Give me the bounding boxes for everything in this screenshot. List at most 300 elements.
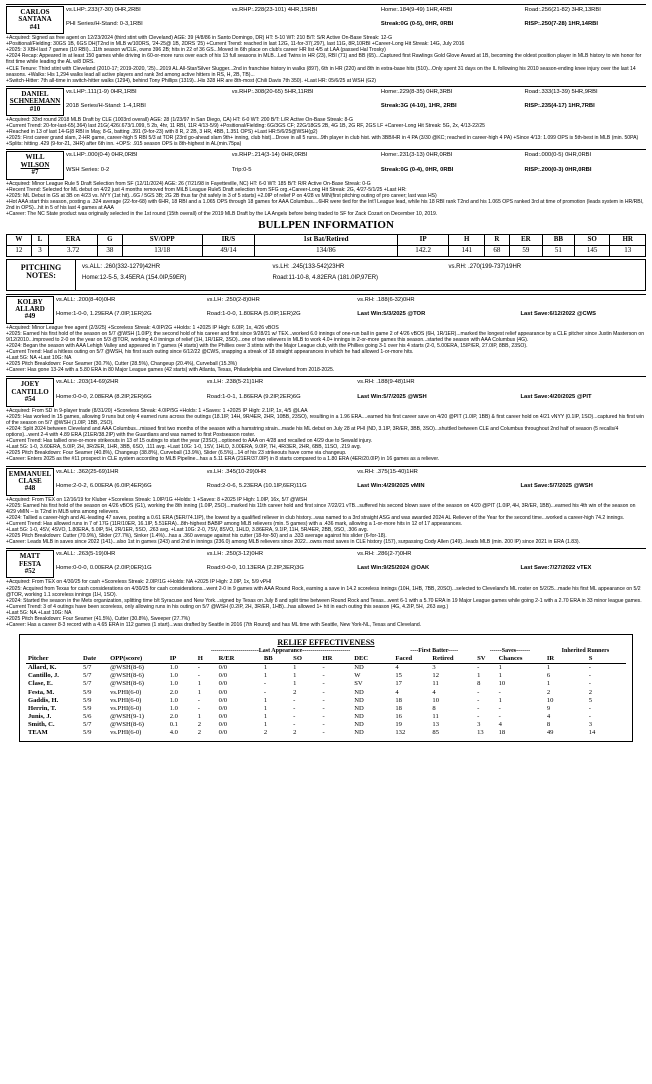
relief-cell: - [498, 688, 501, 696]
relief-cell: 2 [546, 688, 551, 696]
split-stat: vs.ALL: .200(8-40)0HR [56, 296, 116, 303]
split-stat: vs.LH: .345(10-29)0HR [206, 468, 267, 475]
player-name: WILL [25, 153, 45, 162]
split-stat: Road:.000(0-5) 0HR,0RBI [524, 152, 592, 159]
split-stat: Streak:0G (0-4), 0HR, 0RBI [380, 166, 454, 173]
split-stats [56, 295, 646, 325]
bullpen-value-cell: 59 [509, 245, 542, 256]
note-line: +CLE Tenure: Third stint with Cleveland (2010-17; 2019-2020, '25)...2019 AL All-Star/Silver Slugger...2nd in franchise history in walks (897), 6th in HR (220) and 8th in extra-base hits (510)...Only spent 31 days on the IL following his 2010 season-ending knee injury over the last 14 seasons. +Walks: His 1,294 walks lead all active players and rank 3rd among active hitters in RS, H, 2B, TB)... [6, 65, 636, 78]
relief-cell: 2.0 [169, 688, 178, 696]
split-stat: WSH Series: 0-2 [66, 166, 110, 173]
relief-cell: 1 [263, 720, 268, 728]
reliever-block [6, 548, 646, 628]
relief-cell: 4 [498, 720, 502, 728]
player-number: #10 [29, 104, 41, 113]
player-name: DANIEL [21, 89, 49, 98]
relief-cell: @WSH(9-1) [110, 712, 144, 720]
relief-cell: - [263, 688, 267, 696]
note-line: +Career: Enters 2025 as the #11 prospect in CLE system according to MLB Pipeline...has a 5.11 ERA (21ER/37.0IP) in 8 starts compared to a 1.80 ERA (4ER/20.0IP) in 16 games as a reliever. [6, 456, 440, 463]
relief-cell: - [293, 712, 296, 720]
player-name-box [6, 296, 54, 324]
split-stat: Road:2-0-6, 5.23ERA (10.1IP,6ER)11G [206, 482, 307, 489]
relief-effectiveness-box [19, 634, 633, 741]
player-notes [6, 117, 646, 148]
relief-cell: 8 [546, 720, 551, 728]
note-line: +2024: Split 2024 between Cleveland and AAA Columbus...missed first two months of the season with a hamstring strain...made his ML debut on July 28 at PHI (ND, 3.1IP, 3R/ER, 3BB, 3SO)...shuttled between CLE and Columbus throughout 2nd half of season (5 recalls/4 options)...went 2-4 with 4.89 ERA (21ER/38.2IP) with the Guardians and was named to first Postseason roster. [6, 425, 619, 438]
relief-cell: 1 [263, 672, 268, 680]
note-line: +Acquired: 33rd round 2018 MLB Draft by CLE (1003rd overall) AGE: 28 (1/23/97 in San Diego, CA) HT: 6-0 WT: 200 B/T: L/R Active On-Base Streak: 8-G [6, 116, 353, 123]
player-name: SANTANA [18, 15, 52, 24]
relief-cell: - [498, 704, 501, 712]
split-stats [56, 377, 646, 407]
note-line: +Recent Trend: Selected for ML debut on 4/22 just 4 months removed from MiLB League Rule5 Draft selection from SFG org.+Career-Long Hit Streak: 2G, 4/27-5/1/25 +Last HR: [6, 186, 407, 193]
pitching-home: Home:12-5-5, 3.45ERA (154.0IP,59ER) [82, 274, 187, 281]
player-notes [6, 181, 646, 218]
relief-cell: 0/0 [218, 704, 228, 712]
relief-cell: 2.0 [169, 712, 178, 720]
relief-cell: 0/0 [218, 728, 228, 736]
split-stat: RISP:.235(4-17) 1HR,7RBI [524, 102, 595, 109]
split-stat: vs.LHP:.000(0-4) 0HR,0RBI [66, 152, 138, 159]
split-stat: Home:0-0-0, 2.08ERA (8.2IP,2ER)6G [56, 393, 152, 400]
note-line: +2025 Pitch Breakdown: Cutter (70.9%), Slider (27.7%), Sinker (1.4%)...has a .360 average against his cutter (18-for-50) and a .333 average against his slider (6-for-18). [6, 533, 387, 540]
split-stat [520, 297, 646, 311]
player-number: #52 [24, 567, 36, 576]
relief-cell: 5 [588, 696, 592, 704]
relief-header-cell: Chances [497, 655, 545, 664]
note-line: +Last 5G: NA +Last 10G: NA [6, 355, 72, 362]
reliever-block [6, 294, 646, 374]
relief-cell: 0/0 [218, 688, 228, 696]
split-stat: Last Save:5/7/2025 @WSH [520, 482, 593, 489]
relief-cell: 2 [293, 688, 297, 696]
relief-cell: 4 [546, 712, 551, 720]
relief-cell: - [322, 728, 325, 736]
relief-cell: Junis, J. [28, 712, 52, 720]
note-line: +2024: Started the season in the Mets organization, splitting time b/t Syracuse and New York...signed by Texas on July 8 and split time between Round Rock and Texas...went 6-1 with a 5.70 ERA in 19 Major League games while going 2-1 with a 2.70 ERA in 33 minor league games. [6, 597, 642, 604]
relief-cell: 8 [477, 680, 481, 688]
relief-cell: 3 [477, 720, 481, 728]
note-line: +Current Trend: Had a hitless outing on 5/7 @WSH, his first such outing since 6/12/22 @CWS, snapping a streak of 18 straight appearances in which he had allowed 1-or-more hits. [6, 349, 414, 356]
bullpen-value-cell: 68 [485, 245, 510, 256]
relief-cell: Smith, C. [28, 720, 55, 728]
bullpen-value-cell: 141 [449, 245, 485, 256]
bullpen-header-cell: W [7, 234, 32, 245]
relief-cell: 2 [197, 720, 202, 728]
table-row [26, 680, 626, 688]
player-name: WILSON [20, 160, 50, 169]
split-stat: vs.ALL: .203(14-69)2HR [56, 379, 119, 386]
note-line: +Acquired: Minor League free agent (2/3/25) +Scoreless Streak: 4.0IP/2G +Holds: 1 +2025 IP High: 6.0IP, 1x, 4/26 vBOS [6, 324, 279, 331]
relief-header-cell: H [196, 655, 217, 664]
split-stat: Home:.231(3-13) 0HR,0RBI [380, 152, 453, 159]
split-stat: Last Save:7/27/2022 vTEX [520, 565, 592, 572]
relief-cell: - [477, 712, 480, 720]
relief-cell: - [588, 704, 591, 712]
split-stat: Last Save:6/12/2022 @CWS [520, 310, 597, 317]
relief-cell: 5/9 [83, 704, 92, 712]
note-line: +Acquired: Minor League Rule 5 Draft Selection from SF (12/11/2024) AGE: 26 (7/21/98 in Fayetteville, NC) HT: 6-0 WT: 185 B/T: R/R Active On-Base Streak: 0-G [6, 180, 371, 187]
relievers-section [6, 294, 646, 629]
relief-cell: 1 [546, 680, 551, 688]
relief-cell: - [588, 680, 591, 688]
relief-cell: Allard, K. [28, 664, 57, 672]
relief-cell: 1 [263, 712, 268, 720]
split-stat: Last Win:5/7/2025 @WSH [357, 393, 427, 400]
bullpen-value-cell: 13/18 [122, 245, 202, 256]
note-line: +2025 Pitch Breakdown: Four Seamer (30.7%), Cutter (28.5%), Changeup (20.4%), Curveball (15.3%) [6, 361, 237, 368]
relief-cell: 14 [588, 728, 596, 736]
relief-cell: 0/0 [218, 720, 228, 728]
split-stat: Home:1-0-0, 1.29ERA (7.0IP,1ER)2G [56, 310, 152, 317]
note-line: +Acquired: From TEX on 12/16/19 for Kluber +Scoreless Streak: 1.0IP/1G +Holds: 1 +Saves: 8 +2025 IP High: 1.0IP, 16x, 5/7 @WSH [6, 496, 308, 503]
note-line: +Switch-Hitter: 7th all-time in switch-hitter walks (1294), behind Tony Phillips (1319)...His 328 HR are 8th-most (Chili Davis 7th 350). +Last HR: 05/6/25 at WSH (G2) [6, 77, 376, 84]
split-stat: vs.LH: .250(3-12)0HR [206, 551, 264, 558]
bullpen-value-cell: 51 [542, 245, 574, 256]
relief-cell: 13 [477, 728, 484, 736]
relief-cell: @WSH(8-6) [110, 672, 144, 680]
relief-cell: 10 [546, 696, 554, 704]
table-row [26, 664, 626, 673]
bullpen-title: BULLPEN INFORMATION [258, 219, 394, 232]
split-stats [66, 87, 646, 117]
relief-cell: 2 [588, 688, 592, 696]
relief-cell: @WSH(8-6) [110, 680, 144, 688]
split-stat: Home:.229(8-35) 0HR,3RBI [380, 88, 453, 95]
bullpen-stats-table [6, 234, 646, 257]
relief-cell: 4 [395, 664, 399, 672]
relief-cell: 132 [395, 728, 406, 736]
player-name: SCHNEEMANN [9, 97, 61, 106]
player-name-box [6, 378, 54, 406]
note-line: +Acquired: Signed as free agent on 12/23/2024 (third stint with Cleveland) AGE: 39 (4/8/86 in Santo Domingo, DR) HT: 5-10 WT: 210 B/T: S/R Active On-Base Streak: 12-G [6, 35, 393, 42]
split-stat: Home:0-0-0, 0.00ERA (2.0IP,0ER)1G [56, 565, 152, 572]
relief-cell: 2 [197, 728, 202, 736]
relief-cell: 5/9 [83, 728, 92, 736]
split-stat [520, 551, 646, 565]
relief-cell: 0/0 [218, 696, 228, 704]
split-stat: vs.RHP:.214(3-14) 0HR,0RBI [231, 152, 308, 159]
relief-cell: 9 [546, 704, 551, 712]
split-stat: Road:0-0-0, 10.13ERA (2.2IP,3ER)3G [206, 565, 304, 572]
relief-cell: vs.PHI(6-0) [110, 696, 142, 704]
relief-cell: 1 [197, 712, 202, 720]
relief-effectiveness-table: ------------------------Last Appearance------------------------ ----First Batter----- ------Saves------- Inherited Runners Pitcher Date OPP(score) IP H R/ER BB SO HR DEC Faced Retired SV Chances IR S Allard, K. 5/7 @WSH(8-6) 1.0 - 0/0 1 1 - ND 4 3 - 1 1 - Cantillo, J. 5/7 @WSH(8-6) 1.0 - 0/0 1 1 - W 15 12 1 1 6 - Clase, E. 5/7 @WSH(8-6) 1.0 1 0/0 - 1 - SV 17 11 8 10 1 - Festa, M. 5/9 vs.PHI(6-0) 2.0 1 0/0 - 2 - ND 4 4 - - 2 2 Gaddis, H. 5/9 vs.PHI(6-0) 1.0 - 0/0 1 - - ND 18 10 - 1 10 5 Herrin, T. 5/9 vs.PHI(6-0) 1.0 - 0/0 1 - - ND 18 8 - - 9 - Junis, J. 5/6 @WSH(9-1) 2.0 1 0/0 1 - - ND 16 11 - - 4 - Smith, C. 5/7 @WSH(8-6) 0.1 2 0/0 1 - - ND 19 13 3 4 8 3 TEAM 5/9 vs.PHI(6-0) 4.0 2 0/0 2 2 - ND 132 85 13 18 49 14 [26, 648, 626, 737]
relief-cell: 1 [197, 680, 202, 688]
relief-cell: 19 [395, 720, 402, 728]
note-line: +2025: Earned his first hold of the season on 4/26 vBOS (G1), working the 8th inning (1.0IP, 2SO)...marked his 11th career hold and first since 7/22/21 vTB...suffered his second blown save of the season on 4/20 @PIT (1.0IP, 4H, 3R/ER, 1BB)...earned his 4th win of the season on 4/29 vMIN – is T2nd in MLB wins among relievers. [6, 502, 636, 515]
relief-header-cell: SO [291, 655, 320, 664]
relief-header-cell: Pitcher [26, 655, 81, 664]
relief-cell: - [322, 680, 325, 688]
bullpen-value-cell: 3 [31, 245, 49, 256]
relief-cell: - [197, 672, 200, 680]
split-stat: Road:1-0-0, 1.80ERA (5.0IP,1ER)2G [206, 310, 301, 317]
player-name-box [6, 88, 64, 116]
note-line: +Career: Has a career 8-3 record with a 4.65 ERA in 112 games (1 start)...was drafted by Seattle in 2016 (7th Round) and has ML time with Seattle, New York-NL, Texas and Cleveland. [6, 622, 422, 629]
relief-header-cell: Retired [430, 655, 475, 664]
relief-cell: 1 [197, 688, 202, 696]
player-notes [6, 35, 646, 84]
note-line: +Career: The NC State product was originally selected in the 1st round (15th overall) of the 2019 MLB Draft by the LA Angels before being traded to SF for Zack Cozart on December 10, 2019. [6, 211, 438, 218]
player-name: CLASE [18, 476, 42, 485]
split-stats [66, 150, 646, 180]
relief-cell: Herrin, T. [28, 704, 57, 712]
bullpen-header-cell: IP [397, 234, 449, 245]
bullpen-header-cell: BB [542, 234, 574, 245]
player-name-box [6, 151, 64, 179]
bullpen-header-cell: 1st Bat/Retired [255, 234, 398, 245]
note-line: +Current Trend: 20-for-last-65(.364) last 21G(.426/.673/1.099, 5 2b, 4hr, 11 RBI, 11R 4/13-5/9) +Positional/Fielding: 6G/3GS CF; 22G/18GS 2B, 4G 1B, 2G RF, 2GS LF +Career-Long Hit Streak: 5G, 2x, 4/13-22/25 [6, 123, 486, 130]
split-stat: Last Win:9/25/2024 @OAK [357, 565, 430, 572]
relief-header-cell: DEC [352, 655, 393, 664]
relief-cell: 16 [395, 712, 402, 720]
table-row [26, 689, 626, 697]
split-stat: Streak:3G (4-10), 1HR, 2RBI [380, 102, 457, 109]
reliever-block [6, 466, 646, 546]
player-notes [6, 497, 646, 546]
note-line: +2025 Pitch Breakdown: Four Seamer (41.5%), Cutter (30.8%), Sweeper (27.7%) [6, 616, 190, 623]
split-stat: vs.LH: .250(2-8)0HR [206, 296, 260, 303]
split-stat [520, 379, 646, 393]
note-line: +Career: Has gone 13-24 with a 5.80 ERA in 80 Major League games (42 starts) with Atlanta, Texas, Philadelphia and Cleveland from 2018-2025. [6, 367, 335, 374]
split-stat: vs.LH: .238(5-21)1HR [206, 379, 264, 386]
player-number: #41 [29, 22, 41, 31]
relief-header-cell: SV [475, 655, 497, 664]
relief-header-cell: IP [168, 655, 196, 664]
relief-header-cell: HR [320, 655, 352, 664]
note-line: +Last 5G: NA +Last 10G: NA [6, 609, 72, 616]
bullpen-value-cell: 145 [574, 245, 610, 256]
split-stat: RISP:.250(7-28) 1HR,14RBI [524, 21, 598, 28]
group-inherited-runners: Inherited Runners [561, 648, 610, 655]
relief-cell: - [322, 720, 325, 728]
split-stat: Home:.184(9-49) 1HR,4RBI [380, 7, 453, 13]
relief-cell: - [498, 712, 501, 720]
split-stat: vs.RH: .188(6-32)0HR [357, 296, 415, 303]
relief-cell: 0/0 [218, 664, 228, 672]
split-stat: vs.RH: .375(15-40)1HR [357, 468, 418, 475]
split-stat: vs.RH: .286(2-7)0HR [357, 551, 412, 558]
relief-cell: 1.0 [169, 672, 178, 680]
player-name-box [6, 6, 64, 34]
relief-cell: 17 [395, 680, 402, 688]
relief-cell: 0/0 [218, 680, 228, 688]
relief-cell: 3 [432, 664, 436, 672]
relief-cell: - [263, 680, 267, 688]
player-number: #7 [31, 168, 39, 177]
note-line: +2024: Tallied a career-high and AL-leading 47 saves, posting a 0.61 ERA (5ER/74.1IP), the lowest by a qualified reliever in club history...was named to a 3rd straight ASG and was awarded 2024 AL Reliever of the Year for the second time...worked a career-high 74.2 innings. [6, 514, 625, 521]
relief-cell: - [322, 672, 325, 680]
relief-cell: 1 [546, 664, 551, 672]
relief-cell: vs.PHI(6-0) [110, 688, 142, 696]
relief-cell: 18 [498, 728, 506, 736]
table-row [26, 697, 626, 705]
split-stat: Road:.256(21-82) 3HR,13RBI [524, 7, 601, 13]
relief-cell: 1 [263, 664, 268, 672]
relief-cell: 1 [498, 696, 502, 704]
relief-cell: - [588, 664, 591, 672]
relief-cell: 1 [498, 664, 502, 672]
reliever-header [6, 548, 646, 579]
note-line: +2025: Has worked in 15 games, allowing 9 runs but only 4 earned runs across the outings (18.1IP, 14H, 9R/4ER, 2HR, 10BB, 23SO), resulting in a 1.96 ERA....earned his first career save on 4/20 @PIT (1.0IP, 1BB) & first career hold on 4/21 vNYY (0.1IP, 1SO)...captured his first win of the season on 5/7 @WSH (1.0IP, 1BB, 2SO). [6, 413, 644, 426]
relief-cell: Cantillo, J. [28, 672, 59, 680]
relief-header-cell: OPP(score) [108, 655, 168, 664]
relief-cell: 2 [293, 728, 297, 736]
relief-header-cell: Date [81, 655, 108, 664]
bullpen-header-cell: L [31, 234, 49, 245]
relief-cell: 18 [395, 696, 402, 704]
relief-cell: 5/7 [83, 664, 92, 672]
player-name-box [6, 468, 54, 496]
relief-cell: - [322, 688, 325, 696]
bullpen-value-cell: 142.2 [397, 245, 449, 256]
note-line: +2025 Pitch Breakdown: Four Seamer (40.8%), Changeup (38.8%), Curveball (13.9%), Slider (6.5%)...14 of his 23 strikeouts have come via changeup. [6, 450, 347, 457]
relief-cell: 11 [432, 712, 439, 720]
relief-cell: 3 [588, 720, 592, 728]
relief-cell: 0.1 [169, 720, 178, 728]
relief-cell: 5/7 [83, 672, 92, 680]
bullpen-header-cell: ER [509, 234, 542, 245]
split-stat [232, 21, 381, 35]
starter-block [6, 86, 646, 148]
relief-cell: @WSH(8-6) [110, 664, 144, 672]
player-name-box [6, 550, 54, 578]
starter-block [6, 149, 646, 217]
note-line: +Positional/Fielding: 30GS 1B, 6GS DH(T2nd in MLB w/10DRS, '24-25@ 1B, 2DRS '25) +Current Trend: reached in last 12G, 11-for-37(.297), last 11G, 8R,10RBI +Career-Long Hit Streak: 14G, July 2016 [6, 41, 465, 48]
relief-cell: ND [354, 688, 364, 696]
pitching-vs-all: vs.ALL: .260(332-1279)42HR [82, 263, 161, 270]
player-name: KOLBY [17, 297, 43, 306]
relief-cell: - [477, 688, 480, 696]
relief-effectiveness-title: RELIEF EFFECTIVENESS [277, 638, 375, 648]
relief-cell: 8 [432, 704, 436, 712]
pitching-notes-label: PITCHING NOTES: [7, 260, 76, 290]
bullpen-header-cell: ERA [49, 234, 98, 245]
note-line: +Career: Leads MLB in saves since 2022 (141)...also 1st in games (243) and 2nd in innings (236.0) among MLB relievers since 2022...owns most saves in CLE history (157), surpassing Cody Allen (149)...leads MLB (min. 200 IP) since 2021 in ERA (1.83). [6, 539, 581, 546]
relief-cell: 18 [395, 704, 402, 712]
relief-cell: 4.0 [169, 728, 178, 736]
player-notes [6, 579, 646, 628]
relief-cell: vs.PHI(6-0) [110, 728, 142, 736]
note-line: +Current Trend: Has tallied one-or-more strikeouts in 13 of 15 outings to start the year (23SO)...optioned to AAA on 4/28 and recalled on 4/29 due to Sewald injury. [6, 438, 373, 445]
relief-cell: 6 [546, 672, 551, 680]
starter-block [6, 4, 646, 84]
split-stat: Road:.333(13-39) 5HR,9RBI [524, 88, 598, 95]
relief-cell: - [477, 664, 480, 672]
relief-header-cell: BB [262, 655, 291, 664]
reliever-header [6, 376, 646, 407]
note-line: +Acquired: From SD in 9-player trade (8/31/20) +Scoreless Streak: 4.0IP/5G +Holds: 1 +Saves: 1 +2025 IP High: 2.1IP, 1x, 4/5 @LAA [6, 407, 308, 414]
relief-cell: 1 [293, 680, 297, 688]
player-notes [6, 408, 646, 463]
group-saves: Saves [501, 648, 517, 655]
relief-cell: - [477, 704, 480, 712]
split-stats [66, 5, 646, 35]
bullpen-header-cell: IR/S [202, 234, 254, 245]
relief-cell: 1 [263, 696, 268, 704]
note-line: +2025: ML Debut in GS at 3B on 4/23 vs. NYY (1st hit)...6G / 5GS 3B; 2G 2B thus far (hit safely in 3 of 5 starts) +2.0IP of relief P on 4/28 vs MIN(first pitching outing of pro career; last was HS) [6, 192, 437, 199]
relief-cell: Gaddis, H. [28, 696, 59, 704]
bullpen-header-cell: H [449, 234, 485, 245]
relief-cell: - [197, 696, 200, 704]
bullpen-value-cell: 3.72 [49, 245, 98, 256]
relief-cell: 1.0 [169, 664, 178, 672]
split-stat: Trip:0-5 [231, 166, 252, 173]
relief-cell: - [322, 696, 325, 704]
split-stat: Last Win:5/3/2025 @TOR [357, 310, 426, 317]
pitching-vs-lh: vs.LH: .245(133-542)23HR [272, 263, 345, 270]
split-stat: vs.RH: .188(9-48)1HR [357, 379, 415, 386]
relief-cell: 1 [477, 672, 481, 680]
relief-cell: 5/9 [83, 688, 92, 696]
relief-header-cell: IR [545, 655, 587, 664]
relief-cell: - [588, 672, 591, 680]
split-stats [56, 549, 646, 579]
player-name: JOEY [20, 380, 40, 389]
bullpen-header-cell: SO [574, 234, 610, 245]
relief-cell: SV [354, 680, 363, 688]
note-line: +Acquired: From TEX on 4/30/25 for cash +Scoreless Streak: 2.0IP/1G +Holds: NA +2025 IP High: 2.0IP, 1x, 5/9 vPHI [6, 579, 272, 586]
relief-cell: ND [354, 704, 364, 712]
player-name: CARLOS [20, 8, 50, 16]
starter-header [6, 149, 646, 180]
relief-cell: 1 [498, 672, 502, 680]
player-number: #49 [24, 312, 36, 321]
split-stat: Road:1-0-1, 1.86ERA (9.2IP,2ER)6G [206, 393, 301, 400]
starter-header [6, 86, 646, 117]
note-line: +Current Trend: Has allowed runs in 7 of 17G (11R/10ER, 16.1IP, 5.51ERA)...8th-highest BABIP among MLB relievers (min. 5 games) with a .436 mark, allowing a 1-or-more hits in 12 of 17 appearances. [6, 520, 463, 527]
relief-cell: ND [354, 712, 364, 720]
split-stat: Streak:0G (0-5), 0HR, 0RBI [380, 21, 454, 28]
game-notes-page [6, 4, 646, 742]
split-stat: vs.RHP:.228(23-101) 4HR,15RBI [231, 7, 318, 13]
note-line: +Last 5G: 1-0, 3.60ERA, 5.0IP, 2H, 3R/2ER, 1HR, 3BB, 6SO, .111 avg. +Last 10G: 1-0, 1SV, 1HLD, 3.00ERA, 9.0IP, 7H, 4R/3ER, 2HR, 6BB, 11SO, .219 avg. [6, 444, 361, 451]
relief-cell: 4 [432, 688, 436, 696]
relief-cell: ND [354, 696, 364, 704]
note-line: +2024: Began the season with AAA Lehigh Valley and appeared in 7 games (4 starts) with the Phillies over 3 stints with the Major League club, with the Phillies going 3-1 over his 4 starts (2-0, 5.00ERA, 15IP/ER, 27.0IP, 8BB, 23SO). [6, 342, 528, 349]
relief-cell: 12 [432, 672, 439, 680]
split-stat: Last Save:4/20/2025 @PIT [520, 393, 592, 400]
relief-cell: - [293, 720, 296, 728]
table-row [26, 705, 626, 713]
relief-cell: ND [354, 728, 364, 736]
reliever-block [6, 376, 646, 462]
note-line: +Hot AAA start this season, posting a .324 average (22-for-68) with 6HR, 18 RBI and a 1.065 OPS through 18 games for AAA Columbus....6HR were tied for the Int'l League lead, while his 18 RBI rank T2nd and his 1.065 OPS ranked 3rd at time of promotion (leads system in HR/RBI, 2nd in OPS)...hit in 5 of his last 4 games at AAA [6, 198, 644, 211]
relief-cell: - [293, 696, 296, 704]
relief-cell: - [322, 704, 325, 712]
pitching-notes-stats [76, 260, 645, 290]
relief-cell: 2 [263, 728, 268, 736]
relief-cell: - [322, 664, 325, 672]
note-line: +Last 5G: 1-0, 4SV, 4SVO, 1.80ERA, 5.0IP, 5H, 2R/1ER, 5SO, .263 avg. +Last 10G: 2-0, 7SV, 8SVO, 1HLD, 3.86ERA, 9.1IP, 11H, 5R/4ER, 2BB, 9SO, .306 avg. [6, 527, 369, 534]
player-name: CANTILLO [11, 387, 49, 396]
table-row [26, 729, 626, 737]
relief-cell: 11 [432, 680, 439, 688]
relief-cell: ND [354, 720, 364, 728]
note-line: +2025: Acquired from Texas for cash considerations on 4/30/25 for cash considerations...went 2-0 in 9 games with AAA Round Rock, earning a save in 14.2 scoreless innings (10H, 1HB, 7BB, 20SO)...selected to Cleveland's ML roster on 5/2/25...made his first ML appearance on 5/2 @TOR, working 1.1 scoreless innings (1H, 1SO). [6, 585, 641, 598]
relief-cell: @WSH(8-6) [110, 720, 144, 728]
bullpen-value-cell: 12 [7, 245, 32, 256]
relief-cell: - [322, 712, 325, 720]
split-stat: 2018 Series/H-Stand: 1-4,1RBI [66, 102, 146, 109]
relief-cell: 4 [395, 688, 399, 696]
split-stat: vs.ALL: .263(5-19)0HR [56, 551, 116, 558]
relief-cell: TEAM [28, 728, 48, 736]
split-stat: vs.ALL: .362(25-69)1HR [56, 468, 119, 475]
split-stat: vs.LHP:.111(1-9) 0HR,1RBI [66, 88, 137, 95]
relief-cell: 1 [263, 704, 268, 712]
